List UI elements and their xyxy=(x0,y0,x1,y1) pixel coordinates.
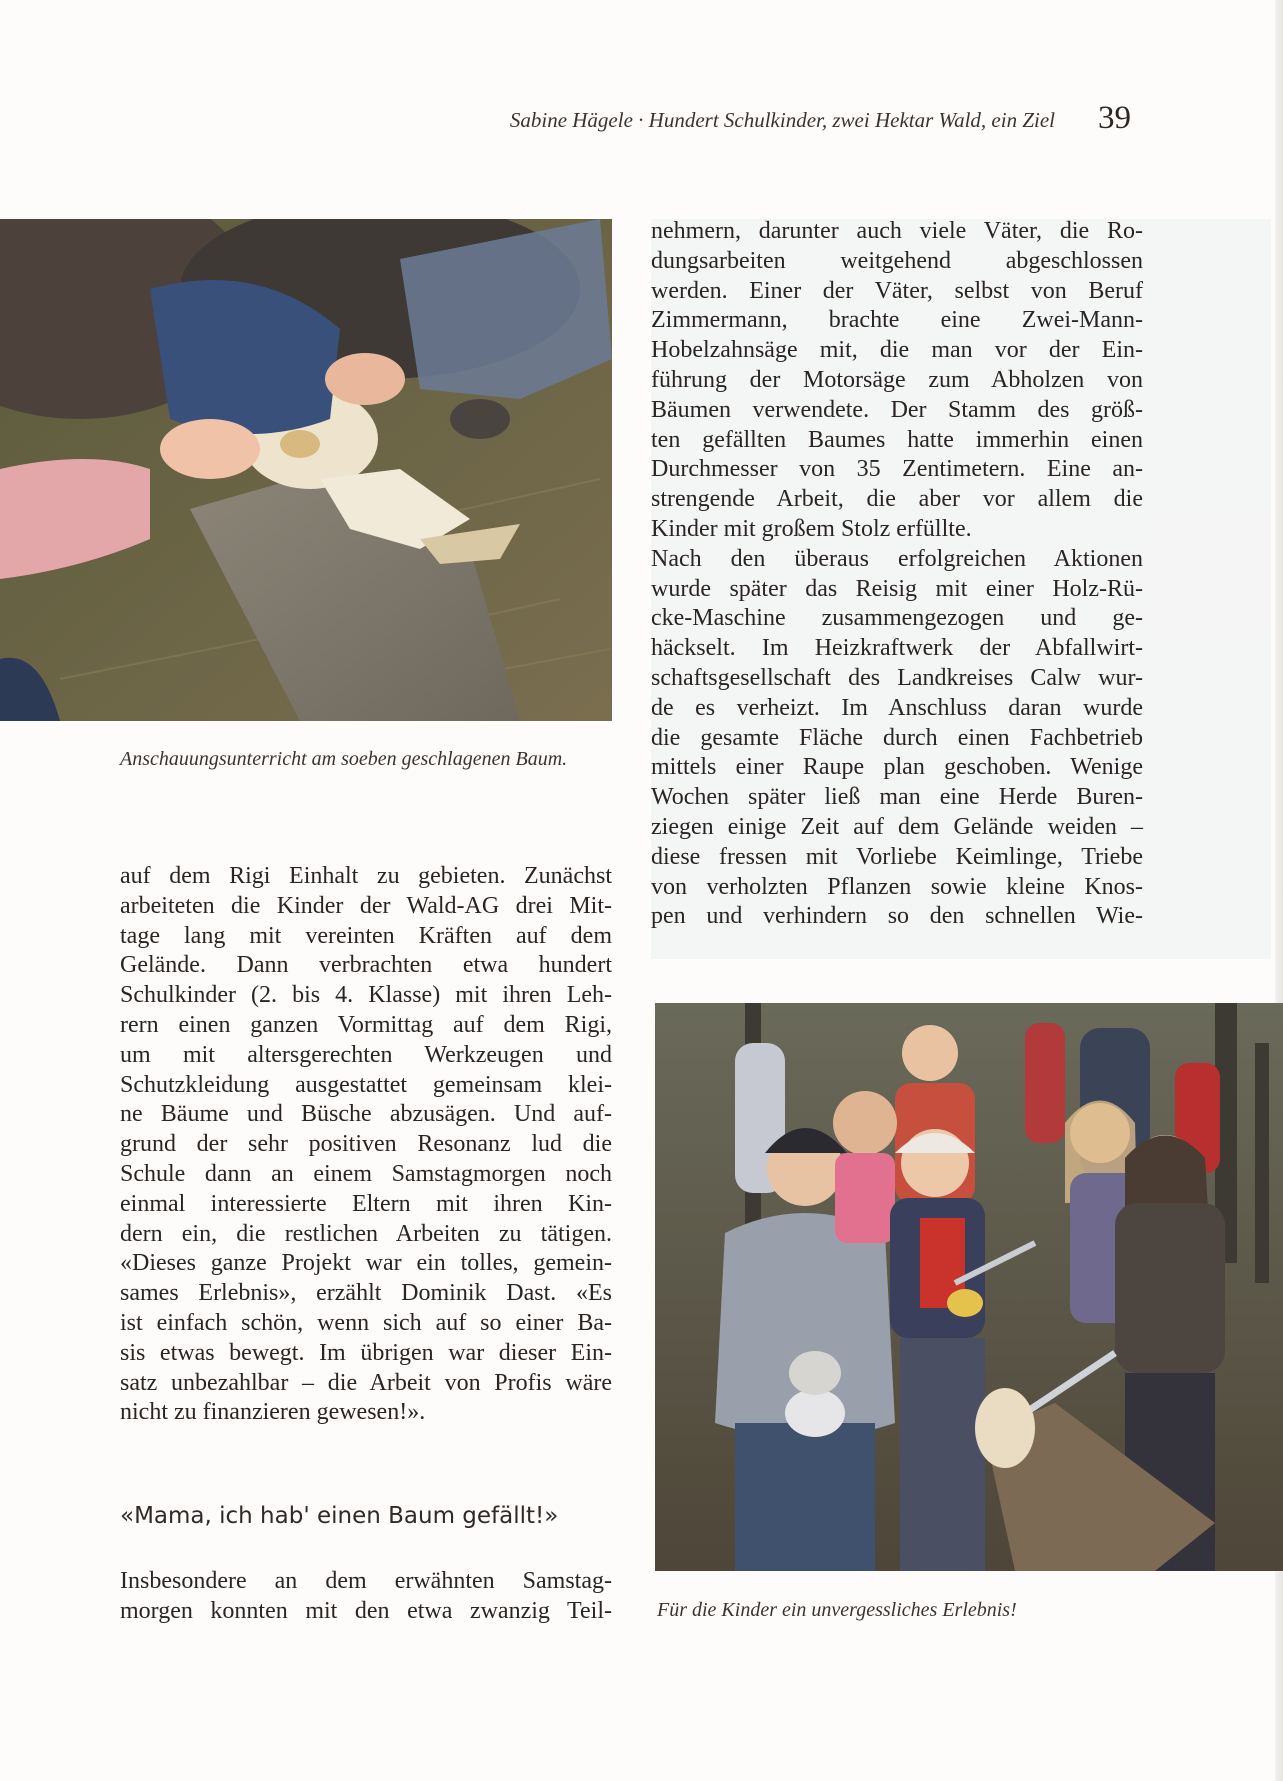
text-line: Zimmermann, brachte eine Zwei-Mann- xyxy=(651,307,1143,334)
text-line: nicht zu finanzieren gewesen!». xyxy=(120,1399,426,1426)
text-line: von verholzten Pflanzen sowie kleine Knos- xyxy=(651,873,1143,900)
photo-children-at-cut-tree xyxy=(0,219,612,721)
text-line: einmal interessierte Eltern mit ihren Kin- xyxy=(120,1190,612,1217)
text-line: ziegen einige Zeit auf dem Gelände weiden – xyxy=(651,813,1143,840)
text-line: strengende Arbeit, die aber vor allem die xyxy=(651,486,1143,513)
caption-bottom-photo: Für die Kinder ein unvergessliches Erlebnis! xyxy=(657,1599,1017,1621)
text-line: auf dem Rigi Einhalt zu gebieten. Zunächst xyxy=(120,863,612,889)
photo-children-in-forest xyxy=(655,1003,1283,1571)
text-line: Nach den überaus erfolgreichen Aktionen xyxy=(651,545,1143,572)
text-line: Bäumen verwendete. Der Stamm des größ- xyxy=(651,396,1143,423)
text-line: morgen konnten mit den etwa zwanzig Teil- xyxy=(120,1597,612,1624)
text-line: nehmern, darunter auch viele Väter, die Ro- xyxy=(651,218,1143,244)
text-line: ne Bäume und Büsche abzusägen. Und auf- xyxy=(120,1101,612,1128)
text-line: Schule dann an einem Samstagmorgen noch xyxy=(120,1160,612,1187)
text-line: Gelände. Dann verbrachten etwa hundert xyxy=(120,952,612,979)
text-line: pen und verhindern so den schnellen Wie- xyxy=(651,903,1143,930)
text-line: Schulkinder (2. bis 4. Klasse) mit ihren Leh- xyxy=(120,982,612,1009)
left-column-text xyxy=(120,862,612,1428)
text-line: dungsarbeiten weitgehend abgeschlossen xyxy=(651,247,1143,274)
text-line: sames Erlebnis», erzählt Dominik Dast. «Es xyxy=(120,1280,612,1307)
text-line: Schutzkleidung ausgestattet gemeinsam klei- xyxy=(120,1071,612,1098)
text-line: sis etwas bewegt. Im übrigen war dieser Ein- xyxy=(120,1339,612,1366)
text-line: arbeiteten die Kinder der Wald-AG drei Mit- xyxy=(120,892,612,919)
text-line: cke-Maschine zusammengezogen und ge- xyxy=(651,605,1143,632)
text-line: Insbesondere an dem erwähnten Samstag- xyxy=(120,1568,612,1594)
text-line: de es verheizt. Im Anschluss daran wurde xyxy=(651,694,1143,721)
text-line: rern einen ganzen Vormittag auf dem Rigi, xyxy=(120,1011,612,1038)
text-line: die gesamte Fläche durch einen Fachbetrieb xyxy=(651,724,1143,751)
text-line: ist einfach schön, wenn sich auf so einer Ba- xyxy=(120,1309,612,1336)
text-line: führung der Motorsäge zum Abholzen von xyxy=(651,366,1143,393)
text-line: Durchmesser von 35 Zentimetern. Eine an- xyxy=(651,456,1143,483)
caption-top-photo: Anschauungsunterricht am soeben geschlagenen Baum. xyxy=(120,748,568,770)
text-line: diese fressen mit Vorliebe Keimlinge, Triebe xyxy=(651,843,1143,870)
section-subheading: «Mama, ich hab' einen Baum gefällt!» xyxy=(120,1503,559,1529)
text-line: werden. Einer der Väter, selbst von Beruf xyxy=(651,277,1143,304)
text-line: Kinder mit großem Stolz erfüllte. xyxy=(651,515,972,542)
text-line: ten gefällten Baumes hatte immerhin einen xyxy=(651,426,1143,453)
text-line: grund der sehr positiven Resonanz lud die xyxy=(120,1131,612,1158)
text-line: schaftsgesellschaft des Landkreises Calw wur- xyxy=(651,664,1143,691)
left-column-closing-text xyxy=(120,1567,612,1627)
text-line: dern ein, die restlichen Arbeiten zu tätigen. xyxy=(120,1220,612,1247)
text-line: Wochen später ließ man eine Herde Buren- xyxy=(651,784,1143,811)
text-line: satz unbezahlbar – die Arbeit von Profis wäre xyxy=(120,1369,612,1396)
running-head: Sabine Hägele · Hundert Schulkinder, zwei Hektar Wald, ein Ziel xyxy=(509,108,1055,132)
text-line: wurde später das Reisig mit einer Holz-Rü- xyxy=(651,575,1143,602)
text-line: «Dieses ganze Projekt war ein tolles, gemein- xyxy=(120,1250,612,1277)
text-line: häckselt. Im Heizkraftwerk der Abfallwirt- xyxy=(651,635,1143,662)
text-line: tage lang mit vereinten Kräften auf dem xyxy=(120,922,612,949)
text-line: Hobelzahnsäge mit, die man vor der Ein- xyxy=(651,337,1143,364)
text-line: um mit altersgerechten Werkzeugen und xyxy=(120,1041,612,1068)
page-number: 39 xyxy=(1098,100,1131,136)
right-column-text xyxy=(651,217,1143,932)
text-line: mittels einer Raupe plan geschoben. Wenige xyxy=(651,754,1143,781)
